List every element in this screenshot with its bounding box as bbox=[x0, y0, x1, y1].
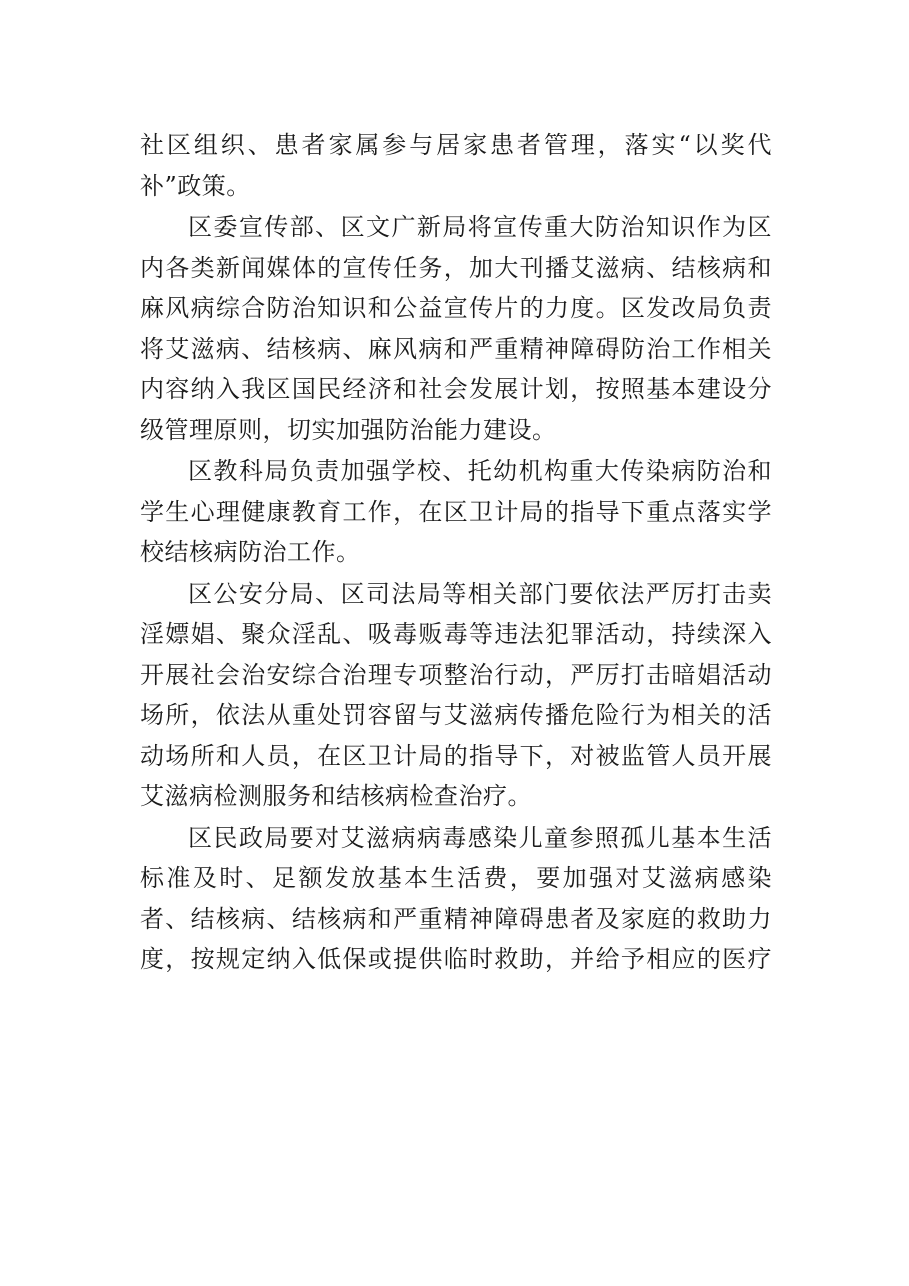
text-line: 者、结核病、结核病和严重精神障碍患者及家庭的救助力 bbox=[140, 904, 772, 933]
text-line: 校结核病防治工作。 bbox=[140, 538, 361, 566]
paragraph-education-bureau bbox=[140, 451, 772, 573]
text-line: 内容纳入我区国民经济和社会发展计划，按照基本建设分 bbox=[140, 375, 772, 403]
document-body bbox=[140, 125, 772, 981]
paragraph-community-management bbox=[140, 125, 772, 206]
text-line: 内各类新闻媒体的宣传任务，加大刊播艾滋病、结核病和 bbox=[140, 253, 772, 282]
text-line: 淫嫖娼、聚众淫乱、吸毒贩毒等违法犯罪活动，持续深入 bbox=[140, 620, 772, 648]
text-line: 社区组织、患者家属参与居家患者管理，落实“以奖代 bbox=[140, 131, 772, 159]
text-line: 艾滋病检测服务和结核病检查治疗。 bbox=[140, 782, 532, 810]
text-line: 区民政局要对艾滋病病毒感染儿童参照孤儿基本生活 bbox=[188, 823, 772, 852]
text-line: 学生心理健康教育工作，在区卫计局的指导下重点落实学 bbox=[140, 497, 772, 526]
text-line: 补”政策。 bbox=[140, 171, 251, 200]
paragraph-civil-affairs bbox=[140, 818, 772, 980]
text-line: 麻风病综合防治知识和公益宣传片的力度。区发改局负责 bbox=[140, 294, 772, 322]
text-line: 区委宣传部、区文广新局将宣传重大防治知识作为区 bbox=[188, 213, 772, 241]
text-line: 级管理原则，切实加强防治能力建设。 bbox=[140, 415, 557, 444]
paragraph-public-security bbox=[140, 574, 772, 817]
text-line: 开展社会治安综合治理专项整治行动，严厉打击暗娼活动 bbox=[140, 660, 772, 689]
text-line: 区教科局负责加强学校、托幼机构重大传染病防治和 bbox=[188, 457, 772, 485]
text-line: 场所，依法从重处罚容留与艾滋病传播危险行为相关的活 bbox=[140, 701, 772, 729]
text-line: 标准及时、足额发放基本生活费，要加强对艾滋病感染 bbox=[140, 864, 772, 892]
text-line: 度，按规定纳入低保或提供临时救助，并给予相应的医疗 bbox=[140, 945, 772, 973]
paragraph-publicity-department bbox=[140, 207, 772, 450]
text-line: 区公安分局、区司法局等相关部门要依法严厉打击卖 bbox=[188, 579, 772, 608]
text-line: 动场所和人员，在区卫计局的指导下，对被监管人员开展 bbox=[140, 741, 772, 770]
text-line: 将艾滋病、结核病、麻风病和严重精神障碍防治工作相关 bbox=[140, 334, 772, 363]
